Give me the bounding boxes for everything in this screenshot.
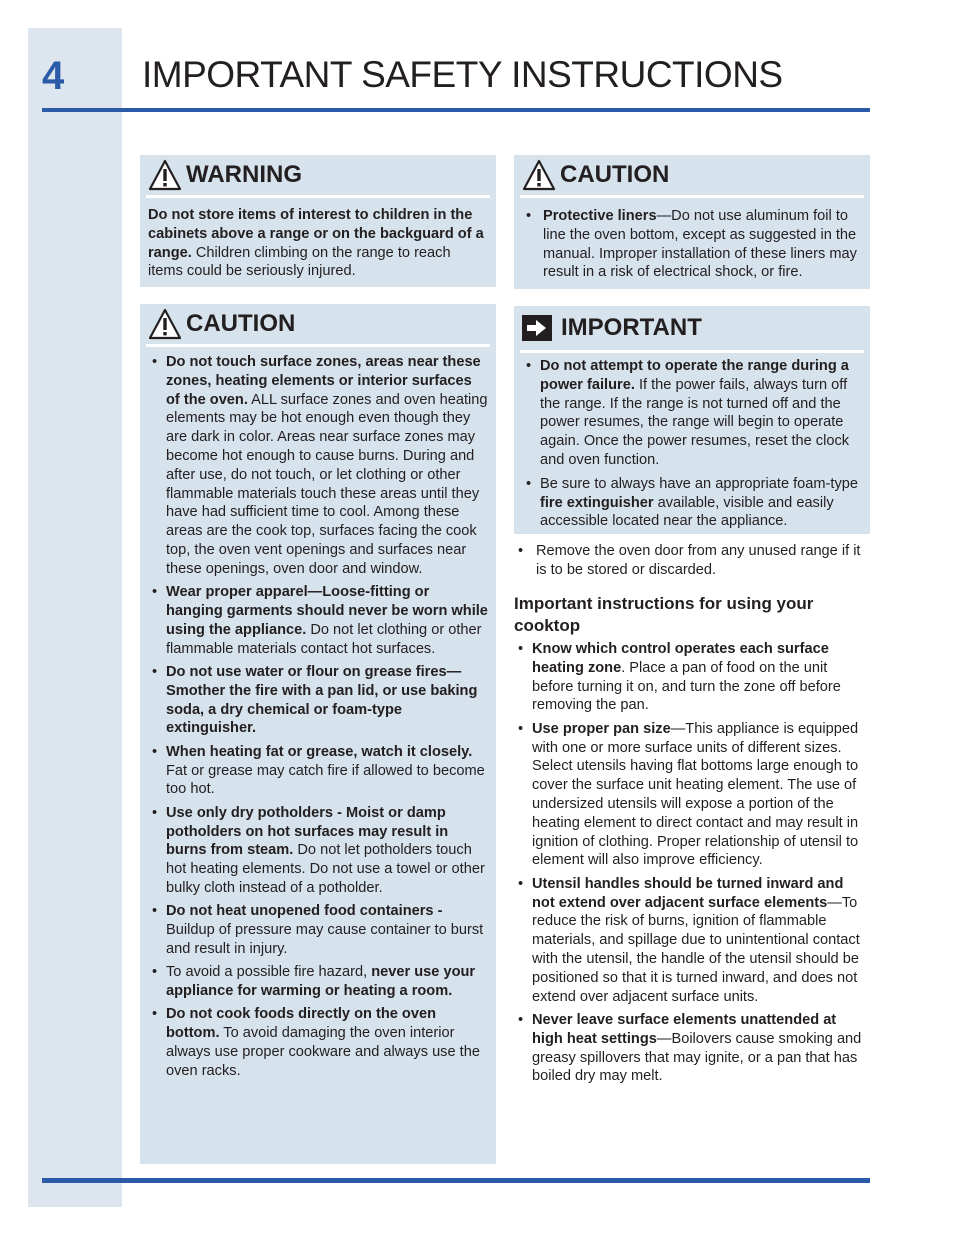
page-number: 4 [42,54,65,98]
list-item: • Use only dry potholders - Moist or damp potholders on hot surfaces may result in burns from steam. Do not let potholders touch hot heating elements. Do not use a towel or other bulky cloth instead of a potholder. [148,804,488,898]
important-label: IMPORTANT [561,314,702,341]
warning-box [140,155,496,287]
list-item: • Do not attempt to operate the range during a power failure. If the power fails, always turn off the range. If the range is not turned off and the power resumes, the range will begin to operate again. Once the power resumes, reset the clock and oven function. [522,357,862,470]
warning-label: WARNING [186,161,302,188]
cooktop-section [514,593,868,1091]
cooktop-heading: Important instructions for using your cooktop [514,594,814,635]
list-item: • Protective liners—Do not use aluminum foil to line the oven bottom, except as suggested in the manual. Improper installation of these liners may result in a risk of electrical shock, or fire. [522,207,862,282]
caution-left-header [140,304,496,344]
caution-right-header [514,155,870,195]
caution-right-list [522,207,862,282]
important-list [522,357,862,531]
list-item: • Remove the oven door from any unused range if it is to be stored or discarded. [514,542,866,580]
warning-header [140,155,496,195]
list-item: • Utensil handles should be turned inward and not extend over adjacent surface elements—To reduce the risk of burns, ignition of flammable materials, and spillage due to unintentional contact with the utensil, the handle of the utensil should be positioned so that it is turned inward, and does not extend over adjacent surface units. [514,875,868,1007]
list-item: • Never leave surface elements unattended at high heat settings—Boilovers cause smoking and greasy spillovers that may ignite, or a pan that has boiled dry may melt. [514,1011,868,1086]
list-item: • Be sure to always have an appropriate foam-type fire extinguisher available, visible and easily accessible located near the appliance. [522,475,862,531]
arrow-right-icon [522,315,552,341]
list-item: • Do not cook foods directly on the oven bottom. To avoid damaging the oven interior always use proper cookware and always use the oven racks. [148,1005,488,1080]
caution-box-left [140,304,496,1164]
warning-triangle-icon [522,159,556,191]
list-item: • Do not touch surface zones, areas near these zones, heating elements or interior surfaces of the oven. ALL surface zones and oven heating elements may be hot enough even though they are dark in color. Areas near surface zones may become hot enough to cause burns. During and after use, do not touch, or let clothing or other flammable materials touch these areas until they have had sufficient time to cool. Among these areas are the cook top, surfaces facing the cook top, the oven vent openings and surfaces near these openings, oven door and window. [148,353,488,579]
list-item: • Do not heat unopened food containers - Buildup of pressure may cause container to burst and result in injury. [148,902,488,958]
header-rule [42,108,870,112]
list-item: • When heating fat or grease, watch it closely. Fat or grease may catch fire if allowed to become too hot. [148,743,488,799]
warning-text: Do not store items of interest to children in the cabinets above a range or on the backguard of a range. Children climbing on the range to reach items could be seriously injured. [148,207,484,280]
list-item: • Know which control operates each surface heating zone. Place a pan of food on the unit before turning it on, and turn the zone off before removing the pan. [514,640,868,715]
page-title: IMPORTANT SAFETY INSTRUCTIONS [142,54,783,95]
important-box [514,306,870,534]
page-sidebar [28,28,122,1207]
cooktop-list [514,640,868,1086]
list-item: • To avoid a possible fire hazard, never use your appliance for warming or heating a room. [148,963,488,1001]
footer-rule [42,1178,870,1183]
oven-door-note [514,542,866,584]
caution-left-list [148,353,488,1081]
caution-right-label: CAUTION [560,161,670,188]
warning-triangle-icon [148,308,182,340]
caution-box-right [514,155,870,289]
list-item: • Wear proper apparel—Loose-fitting or hanging garments should never be worn while using the appliance. Do not let clothing or other flammable materials contact hot surfaces. [148,583,488,658]
caution-left-label: CAUTION [186,310,296,337]
list-item: • Use proper pan size—This appliance is equipped with one or more surface units of different sizes. Select utensils having flat bottoms large enough to cover the surface unit heating element. The use of undersized utensils will expose a portion of the heating element to direct contact and may result in ignition of clothing. Proper relationship of utensil to element will also improve efficiency. [514,720,868,870]
important-header [514,306,870,350]
warning-triangle-icon [148,159,182,191]
list-item: • Do not use water or flour on grease fires—Smother the fire with a pan lid, or use baking soda, a dry chemical or foam-type extinguisher. [148,663,488,738]
